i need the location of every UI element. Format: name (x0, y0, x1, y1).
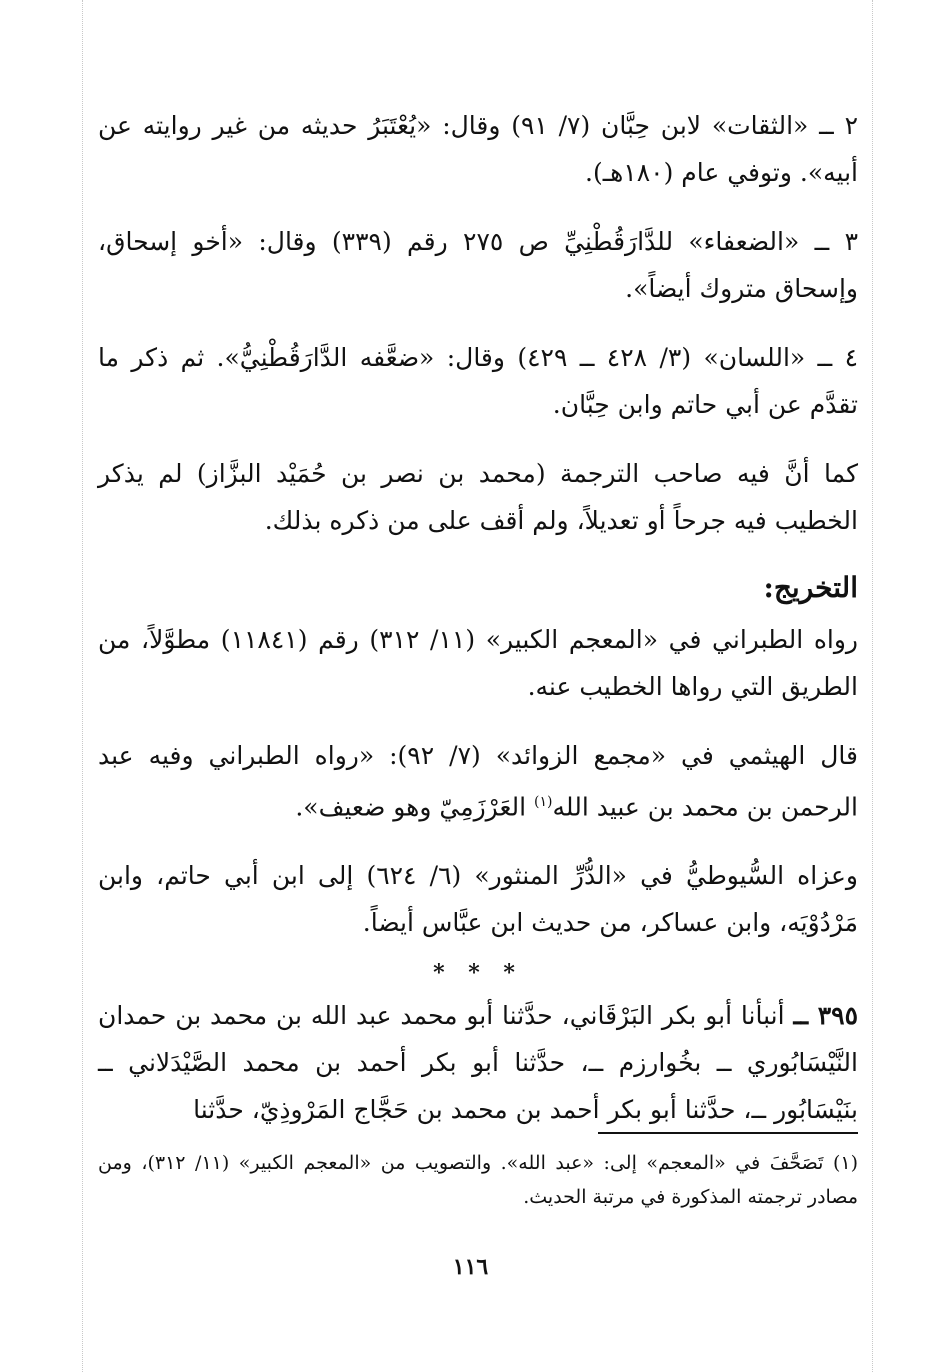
paragraph-3: ٤ ــ «اللسان» (٣/ ٤٢٨ ــ ٤٢٩) وقال: «ضعَّفه الدَّارَقُطْنِيُّ». ثم ذكر ما تقدَّم عن أبي حاتم وابن حِبَّان. (98, 343, 859, 419)
footnote-rule (598, 1132, 858, 1134)
paragraph-1: ٢ ــ «الثقات» لابن حِبَّان (٧/ ٩١) وقال: «يُعْتَبَرُ حديثه من غير روايته عن أبيه». وتوفي عام (١٨٠هـ). (98, 111, 858, 187)
entry-text: أنبأنا أبو بكر البَرْقَاني، حدَّثنا أبو محمد عبد الله بن محمد بن حمدان النَّيْسَابُوري ــ بخُوارزم ــ، حدَّثنا أبو بكر أحمد بن محمد الصَّيْدَلاني ــ بنَيْسَابُور ــ، حدَّثنا أبو بكر أحمد بن محمد بن حَجَّاج المَرْوذِيّ، حدَّثنا (98, 1001, 858, 1125)
footnote-mark: (١) (534, 794, 553, 810)
takhrij-paragraph-3: وعزاه السُّيوطيُّ في «الدُّرِّ المنثور» (٦/ ٦٢٤) إلى ابن أبي حاتم، وابن مَرْدُوْيَه، وابن عساكر، من حديث ابن عبَّاس أيضاً. (98, 861, 858, 938)
page-number: ١١٦ (452, 1254, 489, 1280)
section-heading: التخريج: (763, 571, 858, 604)
takhrij-paragraph-1: رواه الطبراني في «المعجم الكبير» (١١/ ٣١٢) رقم (١١٨٤١) مطوَّلاً، من الطريق التي رواها الخطيب عنه. (98, 625, 859, 701)
entry-number: ٣٩٥ ــ (793, 1001, 859, 1031)
section-separator: * * * (433, 960, 523, 987)
takhrij-paragraph-2-end: العَرْزَمِيّ وهو ضعيف». (295, 792, 535, 822)
paragraph-2: ٣ ــ «الضعفاء» للدَّارَقُطْنِيِّ ص ٢٧٥ رقم (٣٣٩) وقال: «أخو إسحاق، وإسحاق متروك أيضاً». (98, 227, 859, 303)
paragraph-4: كما أنَّ فيه صاحب الترجمة (محمد بن نصر بن حُمَيْد البزَّاز) لم يذكر الخطيب فيه جرحاً أو تعديلاً، ولم أقف على من ذكره بذلك. (98, 459, 858, 535)
hadith-entry (98, 992, 858, 1133)
footnote: (١) تَصَحَّفَ في «المعجم» إلى: «عبد الله». والتصويب من «المعجم الكبير» (١١/ ٣١٢)، ومن مصادر ترجمته المذكورة في مرتبة الحديث. (98, 1152, 858, 1208)
takhrij-paragraph-2 (98, 732, 858, 830)
page-body (98, 102, 858, 1133)
right-margin-guide (872, 0, 873, 1372)
left-margin-guide (82, 0, 83, 1372)
takhrij-paragraph-2-text: قال الهيثمي في «مجمع الزوائد» (٧/ ٩٢): «رواه الطبراني وفيه عبد الرحمن بن محمد بن عبيد الله (98, 741, 858, 822)
